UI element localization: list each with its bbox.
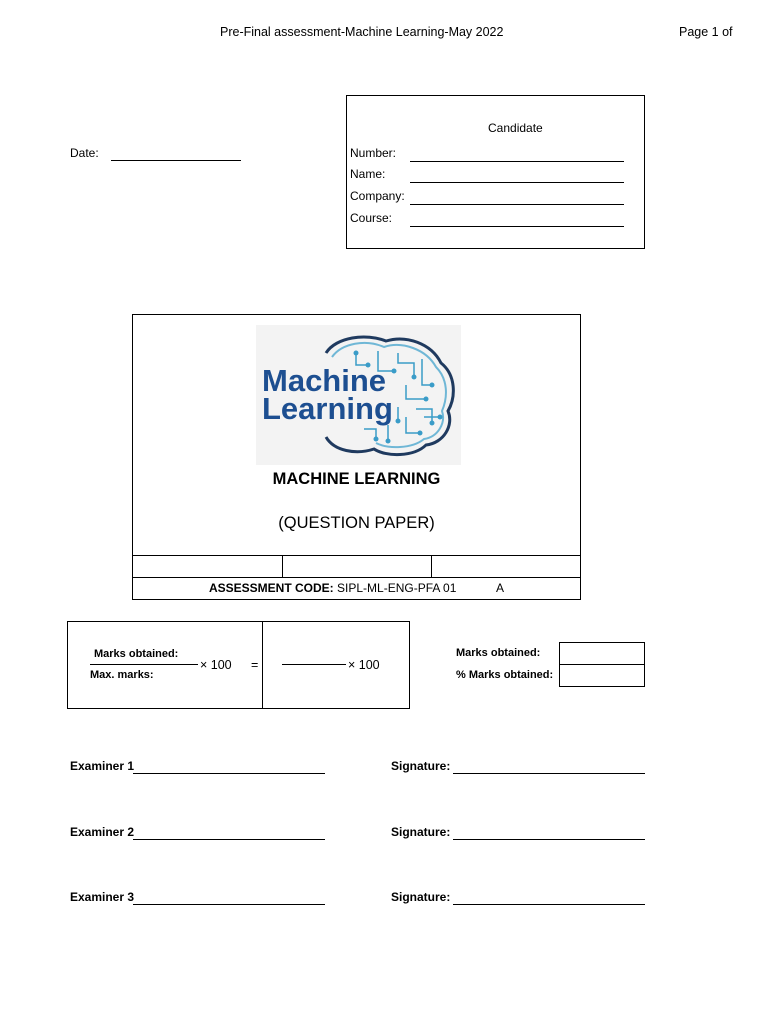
signature-3-line[interactable] — [453, 904, 645, 905]
candidate-heading: Candidate — [488, 121, 543, 135]
assessment-code-row — [209, 581, 456, 595]
fraction-line — [90, 664, 198, 665]
examiner-1-label: Examiner 1 — [70, 759, 135, 773]
marks-box-divider — [262, 622, 263, 708]
grid-divider-1 — [282, 555, 283, 577]
marks-obtained-label: Marks obtained: — [94, 648, 179, 660]
title-box — [132, 314, 581, 600]
page-title: MACHINE LEARNING — [272, 470, 441, 488]
grid-divider-bottom — [133, 577, 580, 578]
candidate-course-line — [410, 226, 624, 227]
candidate-company-line — [410, 204, 624, 205]
candidate-number-label: Number: — [350, 146, 397, 160]
examiner-2-line[interactable] — [133, 839, 325, 840]
candidate-name-line — [410, 182, 624, 183]
marks-formula-box — [67, 621, 410, 709]
date-label: Date: — [70, 146, 99, 160]
assessment-code-label: ASSESSMENT CODE: — [209, 581, 334, 595]
signature-1-label: Signature: — [391, 759, 451, 773]
machine-learning-logo — [256, 325, 461, 465]
percent-marks-field[interactable] — [559, 664, 645, 687]
signature-1-line[interactable] — [453, 773, 645, 774]
candidate-number-line — [410, 161, 624, 162]
logo-text-line2: Learning — [262, 391, 393, 426]
examiner-2-label: Examiner 2 — [70, 825, 135, 839]
assessment-version: A — [496, 581, 505, 595]
result-line — [282, 664, 346, 665]
grid-divider-top — [133, 555, 580, 556]
times-100-right: × 100 — [348, 658, 380, 672]
signature-2-label: Signature: — [391, 825, 451, 839]
equals-sign: = — [251, 658, 259, 672]
signature-2-line[interactable] — [453, 839, 645, 840]
grid-divider-2 — [431, 555, 432, 577]
examiner-3-line[interactable] — [133, 904, 325, 905]
assessment-code-value: SIPL-ML-ENG-PFA 01 — [337, 581, 457, 595]
page-subtitle: (QUESTION PAPER) — [278, 514, 435, 532]
candidate-box — [346, 95, 645, 249]
document-header-title: Pre-Final assessment-Machine Learning-May 2022 — [220, 25, 504, 39]
logo-text-line1: Machine — [262, 363, 387, 398]
summary-marks-obtained-label: Marks obtained: — [456, 647, 541, 659]
marks-obtained-field[interactable] — [559, 642, 645, 665]
page-number: Page 1 of — [679, 25, 733, 39]
max-marks-label: Max. marks: — [90, 669, 154, 681]
examiner-1-line[interactable] — [133, 773, 325, 774]
times-100-left: × 100 — [200, 658, 232, 672]
signature-3-label: Signature: — [391, 890, 451, 904]
examiner-3-label: Examiner 3 — [70, 890, 135, 904]
candidate-name-label: Name: — [350, 167, 386, 181]
summary-percent-label: % Marks obtained: — [456, 669, 554, 681]
brain-circuit-icon — [256, 325, 461, 465]
date-line — [111, 160, 241, 161]
candidate-company-label: Company: — [350, 189, 405, 203]
candidate-course-label: Course: — [350, 211, 393, 225]
